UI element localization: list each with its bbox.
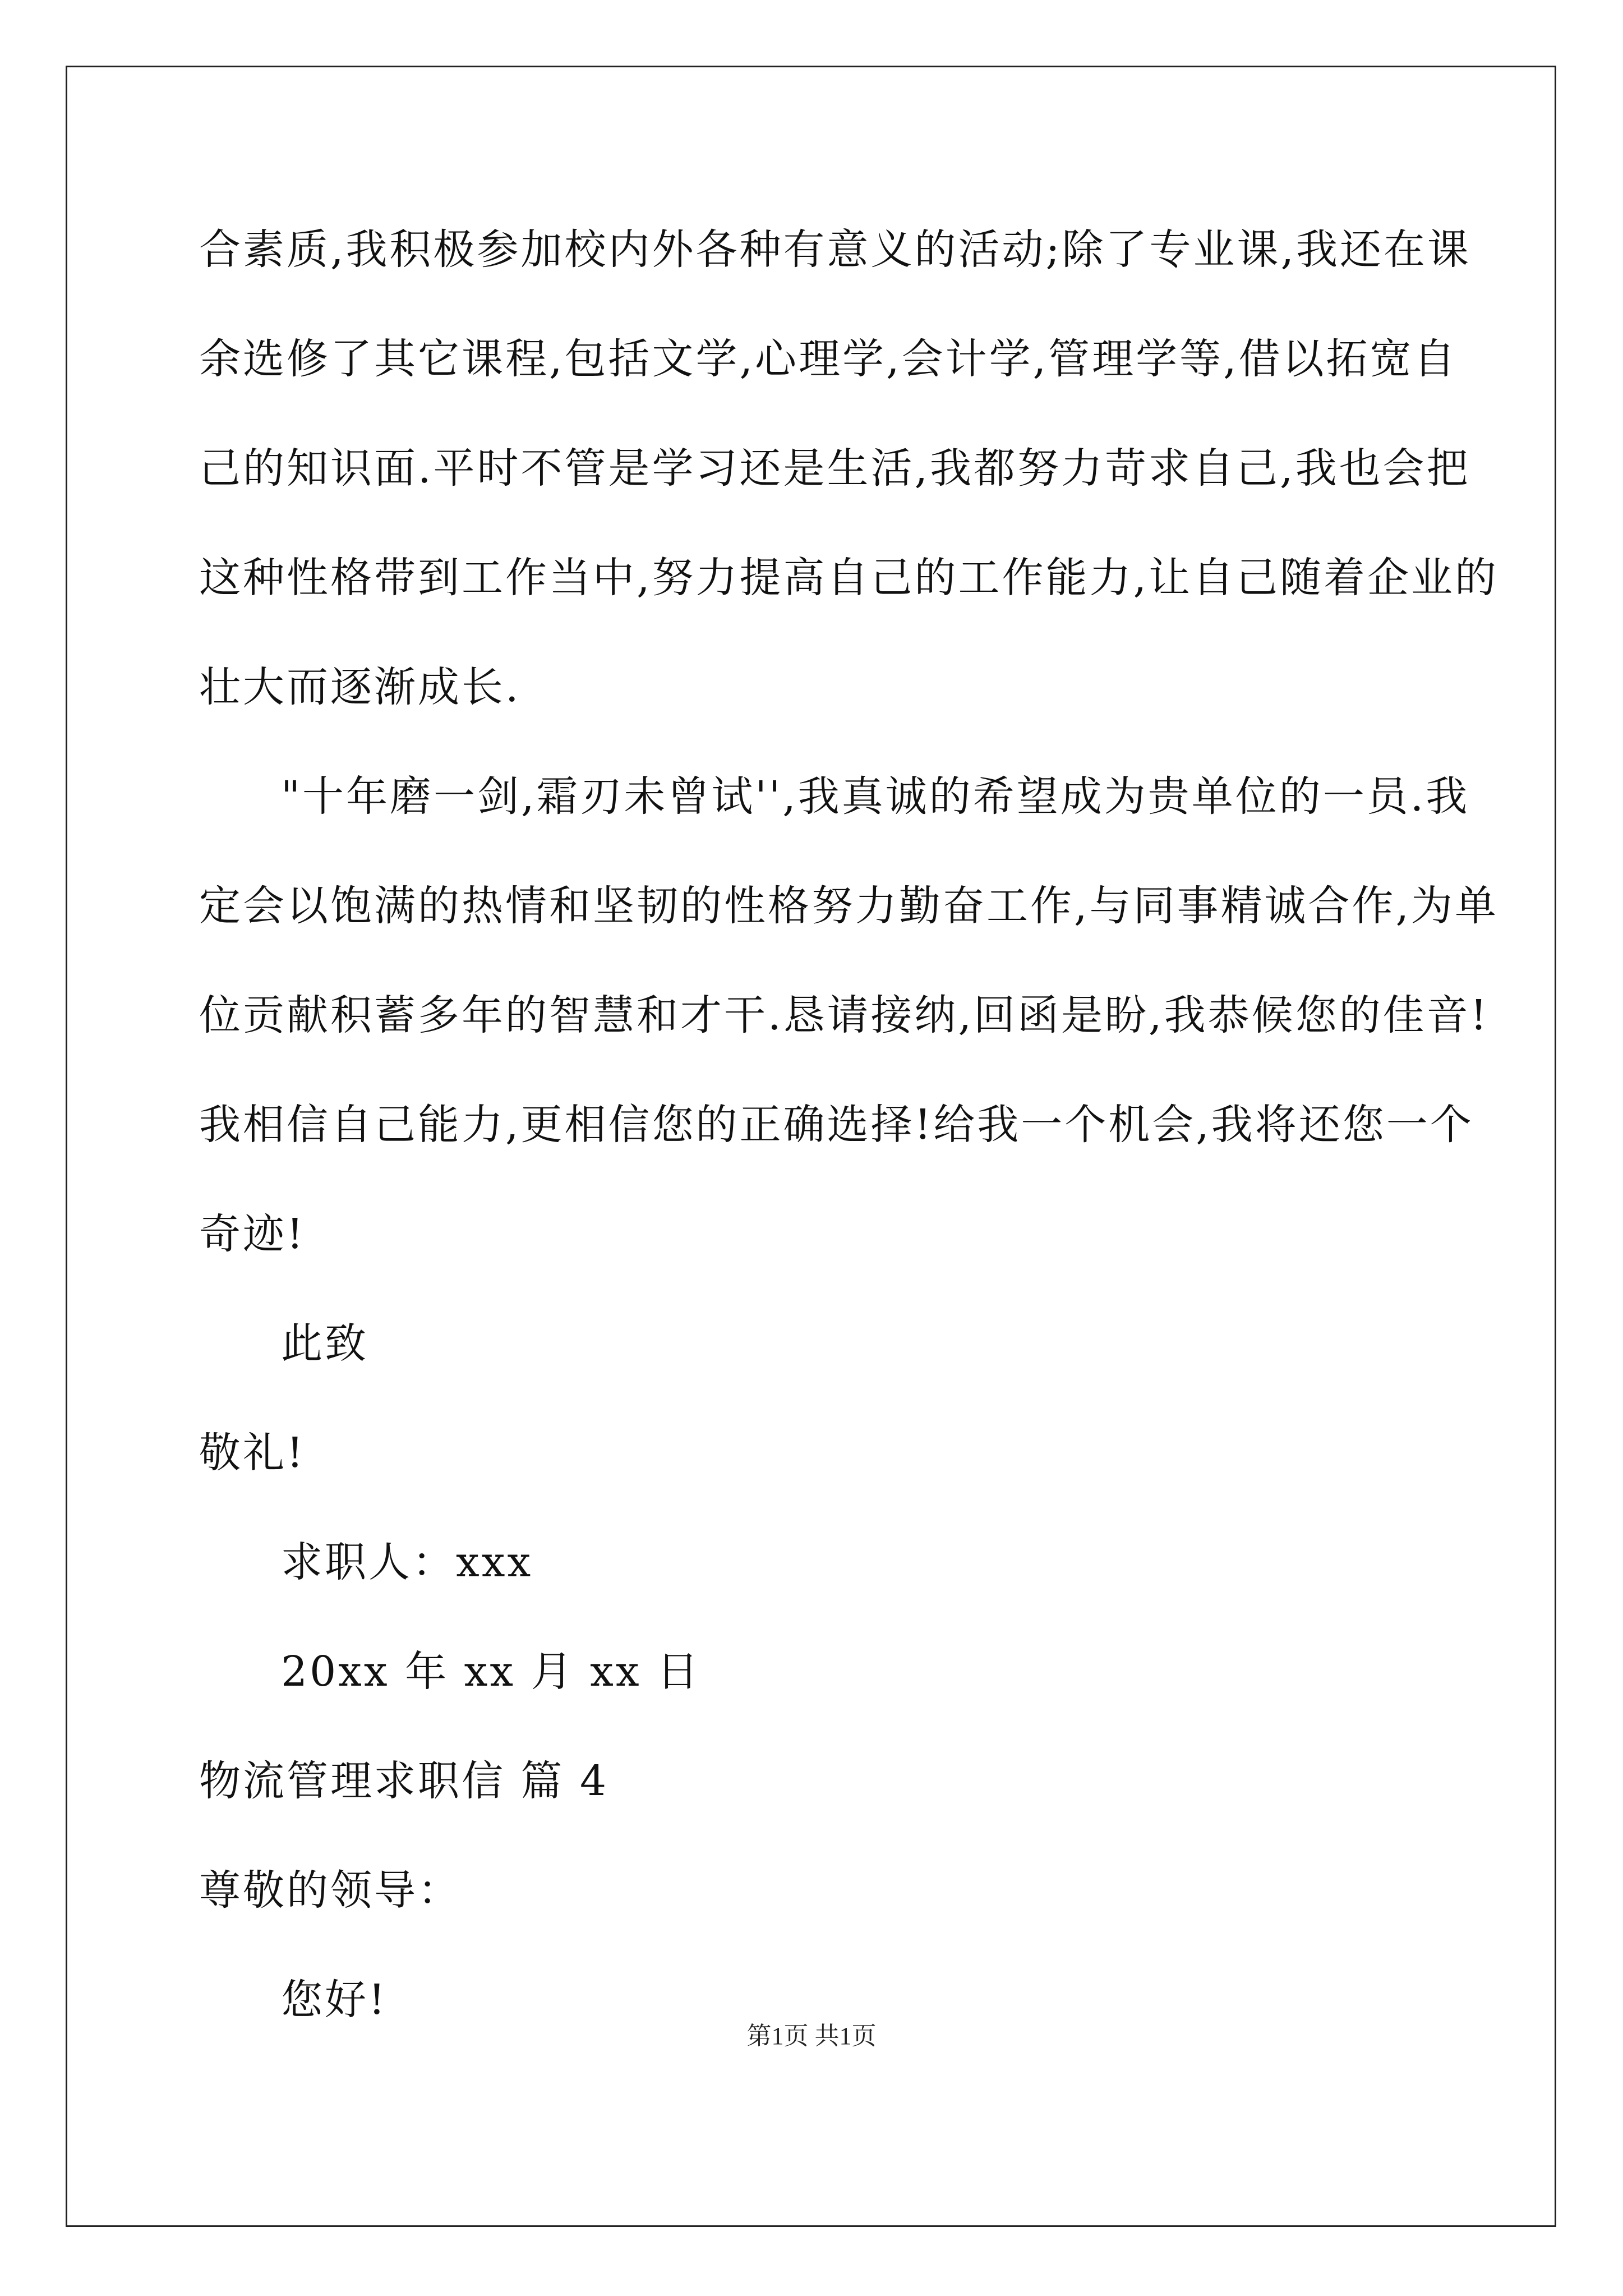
salute: 敬礼! [199,1429,306,1477]
paragraph-2-line-1: "十年磨一剑,霜刃未曾试'',我真诚的希望成为贵单位的一员.我 [281,772,1470,821]
paragraph-2-line-5: 奇迹! [199,1210,306,1258]
paragraph-1-line-4: 这种性格带到工作当中,努力提高自己的工作能力,让自己随着企业的 [199,554,1499,602]
applicant: 求职人：xxx [281,1538,533,1586]
paragraph-2-line-3: 位贡献积蓄多年的智慧和才干.恳请接纳,回函是盼,我恭候您的佳音! [199,991,1490,1039]
date: 20xx 年 xx 月 xx 日 [281,1648,701,1696]
page-footer: 第1页 共1页 [746,2022,877,2050]
paragraph-1-line-2: 余选修了其它课程,包括文学,心理学,会计学,管理学等,借以拓宽自 [199,335,1458,383]
greeting: 尊敬的领导： [199,1866,462,1915]
paragraph-1-line-3: 己的知识面.平时不管是学习还是生活,我都努力苛求自己,我也会把 [199,444,1470,493]
hello: 您好! [281,1976,388,2024]
closing: 此致 [281,1319,368,1368]
paragraph-1-line-5: 壮大而逐渐成长. [199,663,521,711]
paragraph-1-line-1: 合素质,我积极参加校内外各种有意义的活动;除了专业课,我还在课 [199,226,1471,274]
section-title: 物流管理求职信 篇 4 [199,1757,609,1805]
paragraph-2-line-2: 定会以饱满的热情和坚韧的性格努力勤奋工作,与同事精诚合作,为单 [199,882,1499,930]
paragraph-2-line-4: 我相信自己能力,更相信您的正确选择!给我一个机会,我将还您一个 [199,1101,1474,1149]
